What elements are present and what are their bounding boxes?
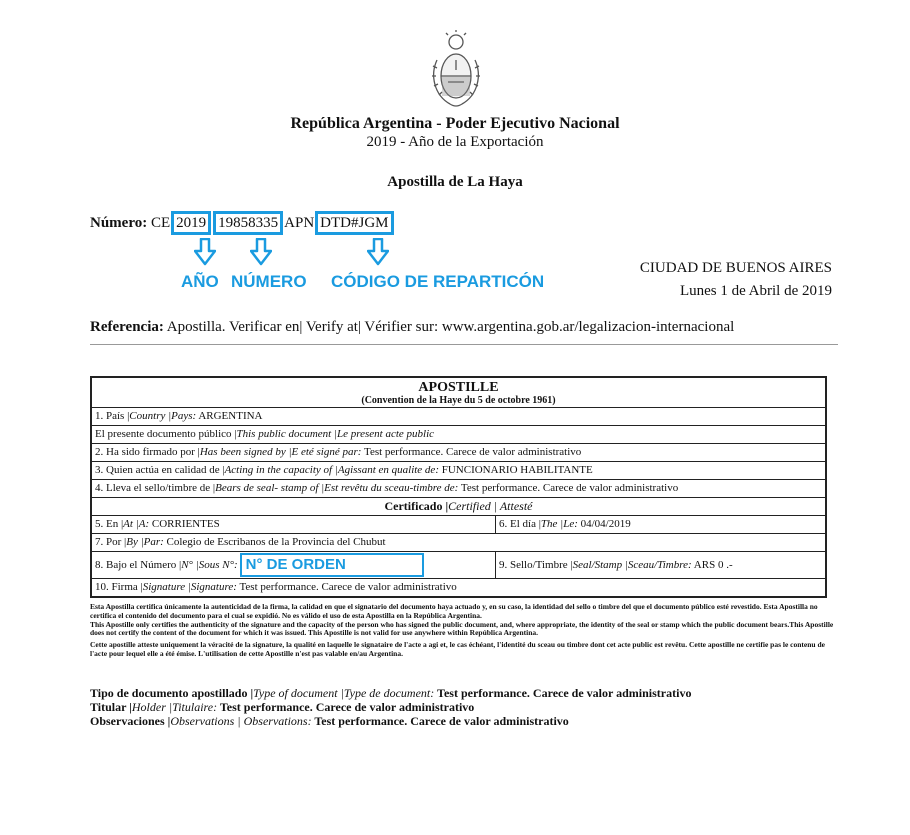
observaciones-label: Observaciones | xyxy=(90,714,171,728)
row-value: Test performance. Carece de valor administrativo xyxy=(361,446,582,458)
row-value: Test performance. Carece de valor administrativo xyxy=(236,581,457,593)
coat-of-arms-emblem xyxy=(428,30,484,110)
tipo-value: Test performance. Carece de valor administrativo xyxy=(434,686,692,700)
table-row xyxy=(92,444,825,462)
place-date xyxy=(640,257,832,303)
document-info xyxy=(90,686,691,728)
row-label-italic: By |Par: xyxy=(126,536,164,548)
row-value: Test performance. Carece de valor administrativo xyxy=(458,482,679,494)
row-label-italic: Has been signed by |E eté signé par: xyxy=(199,446,362,458)
row-label-italic: Seal/Stamp |Sceau/Timbre: xyxy=(572,559,692,571)
date: Lunes 1 de Abril de 2019 xyxy=(679,283,832,299)
numero-apn: APN xyxy=(284,215,315,231)
table-row xyxy=(92,579,825,596)
titular-label: Titular | xyxy=(90,700,132,714)
row-label: 6. El día | xyxy=(499,518,541,530)
certified-label: Certificado | xyxy=(384,499,449,513)
row-label-italic: Acting in the capacity of |Agissant en qualite de: xyxy=(224,464,439,476)
arrow-down-icon xyxy=(250,238,272,266)
divider xyxy=(90,344,838,345)
row-value: FUNCIONARIO HABILITANTE xyxy=(438,464,593,476)
number-annotation: NÚMERO xyxy=(231,272,307,291)
city: CIUDAD DE BUENOS AIRES xyxy=(639,260,832,276)
arrow-down-icon xyxy=(367,238,389,266)
row-value: 04/04/2019 xyxy=(577,518,631,530)
row-label: 1. País | xyxy=(95,410,130,422)
header-subtitle: 2019 - Año de la Exportación xyxy=(366,134,544,150)
referencia-label: Referencia: xyxy=(90,319,164,335)
table-header xyxy=(92,378,825,408)
row-value: ARGENTINA xyxy=(196,410,263,422)
certified-row xyxy=(92,498,825,516)
footnote-fr: Cette apostille atteste uniquement la véracité de la signature, la qualité en laquelle le signataire de l'acte a agi et, le cas échéant, l'identité du sceau ou timbre dont cet acte public est revêtu. Cette apostille ne certifie pas le contenu de l'acte pour lequel elle a été émise. L'utilisation de cette Apostille n'est pas valable en/au Argentina. xyxy=(90,640,825,658)
table-row xyxy=(92,462,825,480)
code-annotation: CÓDIGO DE REPARTICÓN xyxy=(331,272,545,291)
header-title: República Argentina - Poder Ejecutivo Nacional xyxy=(290,115,620,132)
apostille-table xyxy=(90,376,827,598)
row-label-italic: N° |Sous N°: xyxy=(181,559,238,571)
row-value: CORRIENTES xyxy=(149,518,220,530)
observaciones-label-italic: Observations | Observations: xyxy=(170,714,312,728)
tipo-label: Tipo de documento apostillado | xyxy=(90,686,254,700)
row-value: ARS 0 .- xyxy=(691,559,733,571)
document-title: Apostilla de La Haya xyxy=(387,174,523,190)
numero-number-box: 19858335 xyxy=(213,211,283,235)
table-row xyxy=(92,480,825,498)
row-label-italic: This public document |Le present acte public xyxy=(236,428,435,440)
row-label-italic: Bears de seal- stamp of |Est revêtu du sceau-timbre de: xyxy=(215,482,459,494)
row-label: 8. Bajo el Número | xyxy=(95,559,182,571)
tipo-line xyxy=(90,686,691,700)
table-subtitle: (Convention de la Haye du 5 de octobre 1961) xyxy=(361,395,556,406)
table-row xyxy=(92,534,825,552)
arrow-down-icon xyxy=(194,238,216,266)
tipo-label-italic: Type of document |Type de document: xyxy=(253,686,435,700)
row-label: 2. Ha sido firmado por | xyxy=(95,446,200,458)
numero-code-box: DTD#JGM xyxy=(315,211,393,235)
orden-box: N° DE ORDEN xyxy=(240,553,424,577)
certified-label-italic: Certified | Attesté xyxy=(448,499,533,513)
row-label: 3. Quien actúa en calidad de | xyxy=(95,464,225,476)
row-label: 7. Por | xyxy=(95,536,127,548)
numero-prefix: CE xyxy=(150,215,171,231)
titular-label-italic: Holder |Titulaire: xyxy=(131,700,218,714)
numero-year-box: 2019 xyxy=(171,211,211,235)
row-label-italic: Signature |Signature: xyxy=(142,581,237,593)
table-row xyxy=(92,516,825,534)
row-label: 4. Lleva el sello/timbre de | xyxy=(95,482,216,494)
referencia-text: Apostilla. Verificar en| Verify at| Vérifier sur: www.argentina.gob.ar/legalizacion-internacional xyxy=(166,319,735,335)
footnote-en: This Apostille only certifies the authenticity of the signature and the capacity of the person who has signed the public document, and, where appropriate, the identity of the seal or stamp which the public document bears.This Apostille does not certify the content of the document for which it was issued. This Apostille is not valid for use anywhere within República Argentina. xyxy=(90,619,834,638)
numero-label: Número: xyxy=(90,215,148,231)
titular-line xyxy=(90,700,691,714)
row-label: 10. Firma | xyxy=(95,581,143,593)
footnotes xyxy=(90,603,835,659)
row-label: 5. En | xyxy=(95,518,124,530)
titular-value: Test performance. Carece de valor administrativo xyxy=(217,700,475,714)
row-label: 9. Sello/Timbre | xyxy=(499,559,573,571)
numero-line xyxy=(90,211,395,235)
observaciones-line xyxy=(90,714,691,728)
row-label-italic: The |Le: xyxy=(540,518,578,530)
table-row xyxy=(92,426,825,444)
row-label-italic: At |A: xyxy=(123,518,150,530)
referencia-line xyxy=(90,319,734,336)
table-row xyxy=(92,408,825,426)
footnote-es: Esta Apostilla certifica únicamente la autenticidad de la firma, la calidad en que el signatario del documento haya actuado y, en su caso, la identidad del sello o timbre del que el documento público esté revestido. Esta Apostilla no certifica el contenido del documento para el cual se expidió. No es válido el uso de esta Apostilla en la República Argentina. xyxy=(90,602,818,620)
row-label-italic: Country |Pays: xyxy=(129,410,197,422)
row-label: El presente documento público | xyxy=(95,428,237,440)
year-annotation: AÑO xyxy=(181,272,219,291)
observaciones-value: Test performance. Carece de valor administrativo xyxy=(311,714,569,728)
table-row xyxy=(92,552,825,579)
row-value: Colegio de Escribanos de la Provincia del Chubut xyxy=(163,536,386,548)
table-title: APOSTILLE xyxy=(418,380,499,395)
